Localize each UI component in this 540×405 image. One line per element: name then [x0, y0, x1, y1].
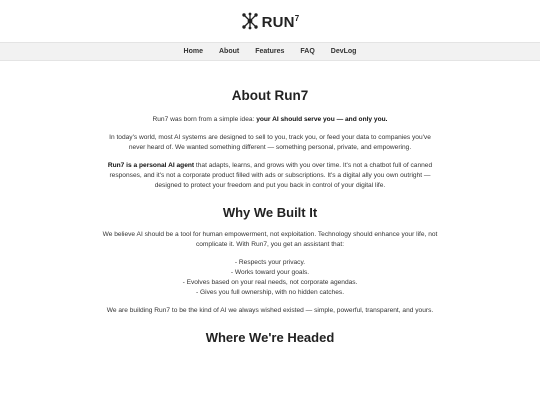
nav-devlog[interactable]: DevLog [330, 47, 357, 55]
where-title: Where We're Headed [205, 330, 335, 345]
nav-about[interactable]: About [218, 47, 240, 55]
about-intro-text: Run7 was born from a simple idea: [152, 116, 257, 123]
nav-features[interactable]: Features [255, 47, 285, 55]
brand-logo[interactable] [241, 12, 300, 30]
about-intro [100, 115, 440, 125]
about-intro-bold: your AI should serve you — and only you. [256, 116, 388, 123]
list-item: - Gives you full ownership, with no hidden catches. [195, 289, 345, 296]
why-title: Why We Built It [222, 205, 318, 220]
brand-name: RUN$^7$ [261, 14, 300, 31]
about-paragraph-3 [100, 161, 440, 191]
list-item: - Evolves based on your real needs, not corporate agendas. [182, 279, 358, 286]
nav-faq[interactable]: FAQ [300, 47, 315, 55]
about-title: About Run7 [231, 88, 309, 103]
main-content [100, 88, 440, 346]
site-header [0, 0, 540, 42]
list-item: - Works toward your goals. [230, 269, 310, 276]
nav-home[interactable]: Home [183, 47, 203, 55]
network-icon [241, 12, 259, 30]
brand-superscript: 7 [294, 14, 300, 23]
list-item: - Respects your privacy. [234, 259, 306, 266]
why-paragraph-2: We are building Run7 to be the kind of AI we always wished existed — simple, powerful, transparent, and yours. [106, 307, 434, 314]
about-p3-text: that adapts, learns, and grows with you over time. It's not a chatbot full of canned responses, and it's not a corporate product filled with ads or subscriptions. It's a digital ally you own outright — designed to protect your freedom and put you back in control of your digital life. [109, 162, 433, 189]
main-nav [0, 42, 540, 61]
why-list [100, 258, 440, 298]
why-paragraph-1: We believe AI should be a tool for human empowerment, not exploitation. Technology should enhance your life, not complicate it. With Run7, you get an assistant that: [102, 231, 438, 248]
about-paragraph-2: In today's world, most AI systems are designed to sell to you, track you, or feed your data to companies you've never heard of. We wanted something different — something personal, private, and empowering. [109, 134, 431, 151]
about-p3-bold: Run7 is a personal AI agent [107, 162, 195, 169]
